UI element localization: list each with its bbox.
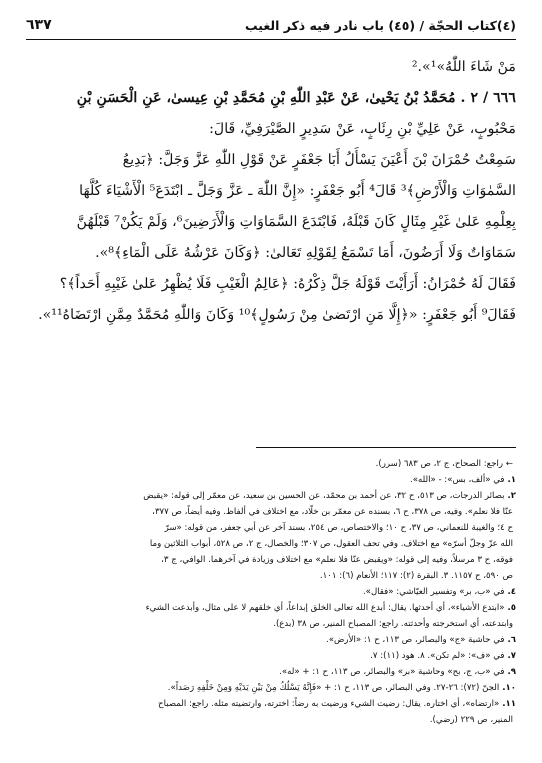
footnote-line: ١١.«ارتضاه»، أي اختاره. يقال: رضيت الشيء ورضيت به رضاً: اخترته، وارتضيته مثله. راجع: المصباح xyxy=(158,699,516,709)
footnote-line: فوقه، ح ٣ مرسلاً، وفيه إلى قوله: «ويقبض عنّا فلا نعلم» مع اختلاف وزيادة في آخرهما. الوافي، ج ٣، xyxy=(161,555,513,565)
footnote-line: المنير، ص ٢٢٩ (رضي). xyxy=(429,715,513,725)
page-number: ٦٣٧ xyxy=(26,17,52,33)
footnote-line: ص ٥٩٠، ح ١١٥٧. ٣. البقرة (٢): ١١٧؛ الأنعام (٦): ١٠١. xyxy=(319,571,513,581)
footnote-line: ٦.في حاشية «ج» والبصائر، ص ١١٣، ح ١: «الأرض». xyxy=(326,635,516,645)
footnote-line: ١.في «ألف، بس»: - «الله». xyxy=(410,475,516,485)
footnote-line: وابتدعته، أي استخرجته وأحدثته. راجع: المصباح المنير، ص ٣٨ (بدع). xyxy=(273,619,513,629)
footnote-line: ٤.في «ب، بر» وتفسير العيّاشي: «فقال». xyxy=(362,587,516,597)
chapter-title: (٤)كتاب الحجّة / (٤٥) باب نادر فيه ذكر الغيب xyxy=(245,17,516,33)
text-line: فَقَالَ⁹ أَبُو جَعْفَرٍ: «﴿إِلَّا مَنِ ارْتَضىٰ مِنْ رَسُولٍ﴾¹⁰ وَكَانَ وَاللّٰهِ مُحَمَّدٌ مِمَّنِ ارْتَضَاهُ¹¹». xyxy=(38,307,516,323)
footnote-line: ٢.بصائر الدرجات، ص ٥١٣، ح ٣٢، عن أحمد بن محمّد، عن الحسين بن سعيد، عن معمّر إلى قوله: «يقبض xyxy=(143,491,516,501)
hadith-heading-line: ٦٦٦ / ٢ . مُحَمَّدُ بْنُ يَحْيىٰ، عَنْ عَبْدِ اللّٰهِ بْنِ مُحَمَّدِ بْنِ عِيسىٰ، عَنِ الْحَسَنِ بْنِ xyxy=(76,90,516,106)
footnotes xyxy=(26,456,516,728)
footnote-line: ح ٤؛ والغيبة للنعماني، ص ٣٧، ح ١٠؛ والاختصاص، ص ٢٥٤، بسند آخر عن أبي جعفر، من قوله: «سرّ xyxy=(164,523,513,533)
text-line: مَنْ شَاءَ اللّٰهُ»¹».² xyxy=(411,59,516,75)
footnote-line: ١٠.الجنّ (٧٢): ٢٦-٢٧. وفي البصائر، ص ١١٣، ح ١: + «فَإِنَّهُ يَسْلُكُ مِنْ بَيْنِ يَدَيْهِ وَمِنْ خَلْفِهِ رَصَداً». xyxy=(167,683,516,693)
running-header xyxy=(26,14,516,40)
text-line: فَقَالَ لَهُ حُمْرَانُ: أَرَأَيْتَ قَوْلَهُ جَلَّ ذِكْرُهُ: ﴿عَالِمُ الْغَيْبِ فَلَا يُظْهِرُ عَلىٰ غَيْبِهِ أَحَداً﴾؟ xyxy=(59,276,516,292)
text-line: بِعِلْمِهِ عَلىٰ غَيْرِ مِثَالٍ كَانَ قَبْلَهُ، فَابْتَدَعَ السَّمَاوَاتِ وَالْأَرَضِينَ⁶، وَلَمْ يَكُنْ⁷ قَبْلَهُنَّ xyxy=(76,214,516,230)
footnote-line: ← راجع: الصحاح، ج ٢، ص ٦٨٣ (سرر). xyxy=(375,459,513,469)
text-line: السَّمٰوَاتِ وَالْأَرْضِ﴾³ قَالَ⁴ أَبُو جَعْفَرٍ: «إِنَّ اللّٰهَ ـ عَزَّ وَجَلَّ ـ ابْتَدَعَ⁵ الْأَشْيَاءَ كُلَّهَا xyxy=(79,183,516,199)
main-text xyxy=(26,52,516,331)
footnote-line: الله عزّ وجلّ أسرّه» مع اختلاف. وفي تحف العقول، ص ٣٠٧؛ والخصال، ج ٢، ص ٥٢٨، أبواب الثلاثين وما xyxy=(149,539,513,549)
text-line: سَمِعْتُ حُمْرَانَ بْنَ أَعْيَنَ يَسْأَلُ أَبَا جَعْفَرٍ عَنْ قَوْلِ اللّٰهِ عَزَّ وَجَلَّ: ﴿بَدِيعُ xyxy=(122,152,516,168)
text-line: سَمَاوَاتٌ وَلَا أَرَضُونَ، أَمَا تَسْمَعُ لِقَوْلِهِ تَعَالىٰ: ﴿وَكَانَ عَرْشُهُ عَلَى الْمَاءِ﴾⁸». xyxy=(95,245,516,261)
footnote-divider xyxy=(256,447,516,448)
footnote-line: ٥.«ابتدع الأشياء»، أي أحدثها. يقال: أبدع الله تعالى الخلق إبداعاً، أي خلقهم لا على مثال، وأبدعت الشيء xyxy=(145,603,516,613)
footnote-line: ٩.في «ب، ج، بح» وحاشية «بر» والبصائر، ص ١١٣، ح ١: + «له». xyxy=(279,667,516,677)
footnote-line: عنّا فلا نعلم». وفيه، ص ٣٧٨، ح ٦، بسنده عن معمّر بن خلّاد، مع اختلاف في ألفاظ. وفيه أيضاً، ص ٣٧٧، xyxy=(152,507,513,517)
footnote-line: ٧.في «ف»: «لم تكن». ٨. هود (١١): ٧. xyxy=(370,651,516,661)
text-line: مَحْبُوبٍ، عَنْ عَلِيِّ بْنِ رِئَابٍ، عَنْ سَدِيرٍ الصَّيْرَفِيِّ، قَالَ: xyxy=(209,121,516,137)
